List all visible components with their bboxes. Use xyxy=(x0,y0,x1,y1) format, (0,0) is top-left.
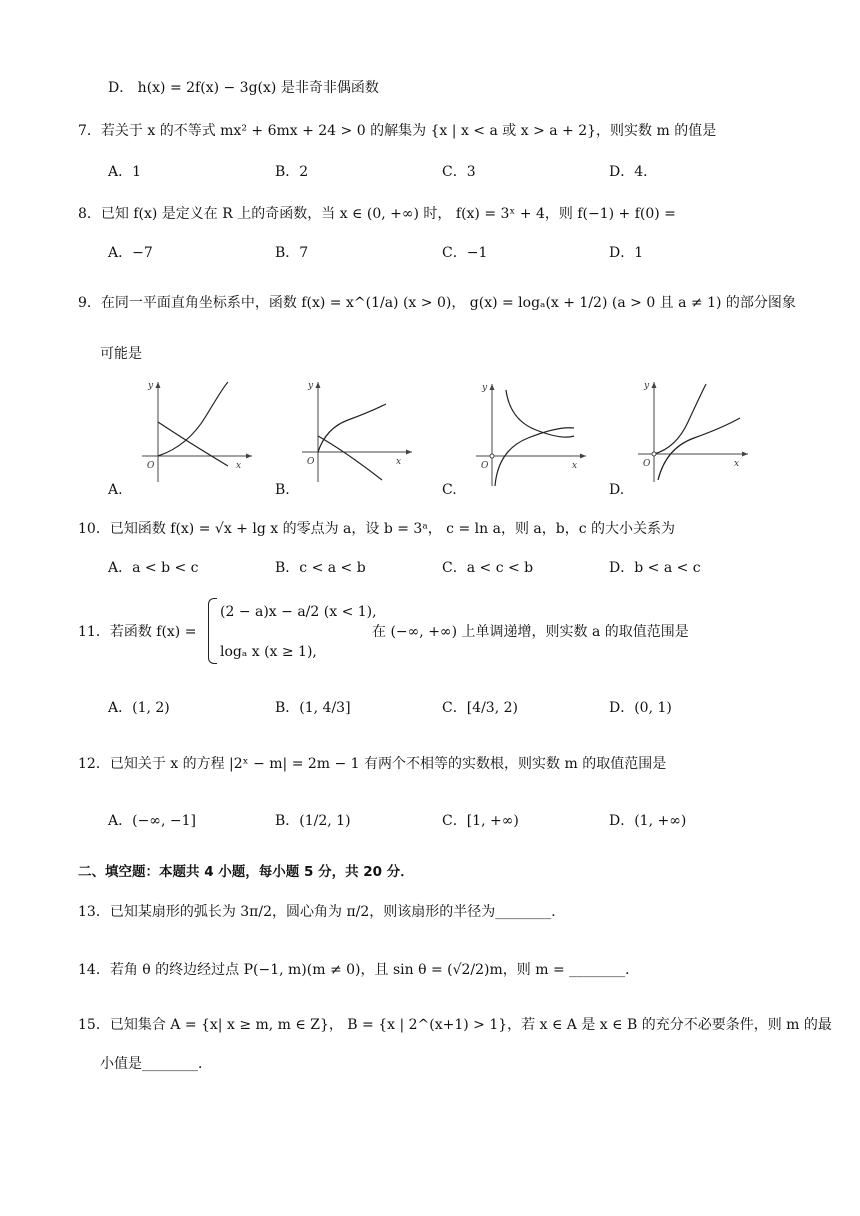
q7-option-a: A．1 xyxy=(108,164,142,180)
svg-text:O: O xyxy=(307,457,315,467)
q6-option-d: D． h(x) = 2f(x) − 3g(x) 是非奇非偶函数 xyxy=(108,80,379,96)
section-fill-in-heading: 二、填空题：本题共 4 小题，每小题 5 分，共 20 分． xyxy=(78,864,414,880)
q9-graph-a xyxy=(136,376,256,490)
q12-stem: 12．已知关于 x 的方程 |2ˣ − m| = 2m − 1 有两个不相等的实数根，则实数 m 的取值范围是 xyxy=(78,756,667,772)
svg-text:x: x xyxy=(734,459,740,469)
q8-option-c: C．−1 xyxy=(442,245,488,261)
q8-option-b: B．7 xyxy=(275,245,309,261)
q7-stem: 7．若关于 x 的不等式 mx² + 6mx + 24 > 0 的解集为 {x | x < a 或 x > a + 2}，则实数 m 的值是 xyxy=(78,123,717,139)
q10-option-d: D．b < a < c xyxy=(609,560,701,576)
svg-text:y: y xyxy=(308,381,314,391)
q9-graph-d xyxy=(632,376,752,490)
svg-text:y: y xyxy=(644,381,650,391)
q11-case-1: (2 − a)x − a/2 (x < 1), xyxy=(220,604,377,620)
q15-stem-line1: 15．已知集合 A = {x| x ≥ m, m ∈ Z}， B = {x | 2^(x+1) > 1}，若 x ∈ A 是 x ∈ B 的充分不必要条件，则 m 的最 xyxy=(78,1017,832,1033)
q8-option-a: A．−7 xyxy=(108,245,153,261)
q10-option-a: A．a < b < c xyxy=(108,560,199,576)
svg-text:x: x xyxy=(236,461,242,471)
q8-stem: 8．已知 f(x) 是定义在 R 上的奇函数，当 x ∈ (0, +∞) 时， f(x) = 3ˣ + 4，则 f(−1) + f(0) = xyxy=(78,206,676,222)
q9-graph-d-label: D. xyxy=(609,482,625,498)
q9-graph-b xyxy=(296,376,416,490)
q7-option-b: B．2 xyxy=(275,164,309,180)
q12-option-c: C．[1, +∞) xyxy=(442,813,519,829)
q15-stem-line2: 小值是________． xyxy=(100,1056,212,1072)
svg-text:x: x xyxy=(396,457,402,467)
q13-stem: 13．已知某扇形的弧长为 3π/2，圆心角为 π/2，则该扇形的半径为________． xyxy=(78,904,566,920)
q11-option-a: A．(1, 2) xyxy=(108,700,170,716)
q9-stem-continued: 可能是 xyxy=(100,346,142,362)
q11-case-2: logₐ x (x ≥ 1), xyxy=(220,644,317,660)
q11-option-d: D．(0, 1) xyxy=(609,700,672,716)
q9-graph-b-label: B. xyxy=(275,482,290,498)
q12-option-b: B．(1/2, 1) xyxy=(275,813,351,829)
q12-option-d: D．(1, +∞) xyxy=(609,813,687,829)
svg-text:x: x xyxy=(572,461,578,471)
q11-stem-pre: 11．若函数 f(x) = xyxy=(78,624,197,640)
q11-option-b: B．(1, 4/3] xyxy=(275,700,351,716)
q7-option-c: C．3 xyxy=(442,164,476,180)
q11-option-c: C．[4/3, 2) xyxy=(442,700,518,716)
q10-stem: 10．已知函数 f(x) = √x + lg x 的零点为 a，设 b = 3ᵃ， c = ln a，则 a，b，c 的大小关系为 xyxy=(78,521,675,537)
q7-option-d: D．4． xyxy=(609,164,658,180)
q11-stem-post: 在 (−∞, +∞) 上单调递增，则实数 a 的取值范围是 xyxy=(372,624,689,640)
svg-text:O: O xyxy=(643,459,651,469)
q10-option-b: B．c < a < b xyxy=(275,560,366,576)
q14-stem: 14．若角 θ 的终边经过点 P(−1, m)(m ≠ 0)，且 sin θ = (√2/2)m，则 m = ________． xyxy=(78,962,640,978)
svg-text:O: O xyxy=(481,461,489,471)
q9-graph-c xyxy=(470,378,590,494)
svg-text:y: y xyxy=(148,381,154,391)
piecewise-brace xyxy=(208,598,217,664)
q9-stem: 9．在同一平面直角坐标系中，函数 f(x) = x^(1/a) (x > 0)， g(x) = logₐ(x + 1/2) (a > 0 且 a ≠ 1) 的部分图象 xyxy=(78,295,796,311)
q9-graph-c-label: C. xyxy=(442,482,457,498)
svg-text:O: O xyxy=(147,461,155,471)
q10-option-c: C．a < c < b xyxy=(442,560,534,576)
q8-option-d: D．1 xyxy=(609,245,644,261)
svg-text:y: y xyxy=(482,383,488,393)
q9-graph-a-label: A. xyxy=(108,482,123,498)
q12-option-a: A．(−∞, −1] xyxy=(108,813,196,829)
